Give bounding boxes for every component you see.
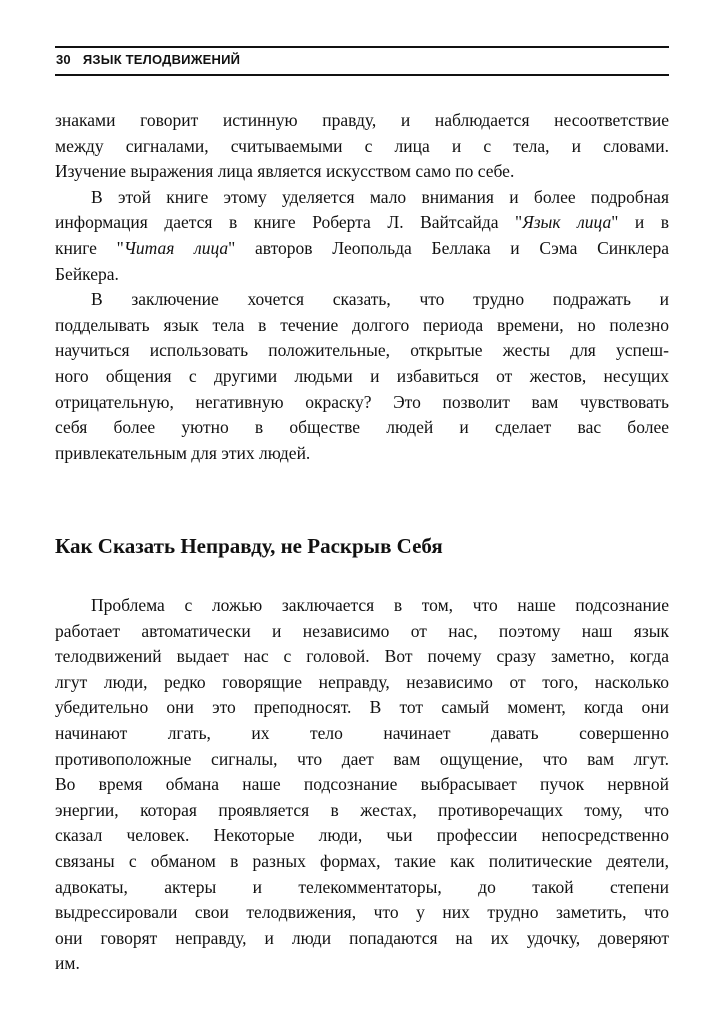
text-line: Проблема с ложью заключается в том, что наше подсознание	[91, 595, 669, 615]
text-line: себя более уютно в обществе людей и сделает вас более	[55, 417, 669, 438]
text-line: им.	[55, 953, 80, 974]
text-line: научиться использовать положительные, открытые жесты для успеш-	[55, 340, 669, 361]
text-line: Бейкера.	[55, 263, 119, 284]
text-line: информация дается в книге Роберта Л. Вайтсайда "Язык лица" и в	[55, 212, 670, 233]
section-heading: Как Сказать Неправду, не Раскрыв Себя	[55, 534, 443, 558]
text-line: знаками говорит истинную правду, и наблюдается несоответствие	[55, 110, 669, 130]
running-header	[56, 52, 252, 67]
text-line: телодвижений выдает нас с головой. Вот почему сразу заметно, когда	[55, 646, 669, 667]
header-top-rule	[55, 46, 669, 48]
text-line: В заключение хочется сказать, что трудно подражать и	[91, 289, 669, 310]
text-line: начинают лгать, их тело начинает давать совершенно	[55, 722, 669, 743]
text-line: Изучение выражения лица является искусством само по себе.	[55, 161, 515, 182]
text-line: энергии, которая проявляется в жестах, противоречащих тому, что	[55, 799, 669, 820]
text-line: отрицательную, негативную окраску? Это позволит вам чувствовать	[55, 391, 669, 412]
text-line: Во время обмана наше подсознание выбрасывает пучок нервной	[55, 774, 669, 795]
text-line: книге "Читая лица" авторов Леопольда Беллака и Сэма Синклера	[55, 237, 669, 258]
text-line: между сигналами, считываемыми с лица и с тела, и словами.	[55, 135, 669, 156]
text-line: связаны с обманом в разных формах, такие как политические деятели,	[55, 850, 669, 871]
body-text-section-1	[55, 108, 669, 466]
text-line: работает автоматически и независимо от нас, поэтому наш язык	[55, 620, 669, 641]
text-line: сказал человек. Некоторые люди, чьи профессии непосредственно	[55, 825, 669, 846]
text-line: противоположные сигналы, что дает вам ощущение, что вам лгут.	[55, 748, 669, 769]
text-line: убедительно они это преподносят. В тот самый момент, когда они	[55, 697, 669, 718]
text-line: они говорят неправду, и люди попадаются на их удочку, доверяют	[55, 927, 669, 948]
text-line: ного общения с другими людьми и избавиться от жестов, несущих	[55, 365, 669, 386]
text-line: лгут люди, редко говорящие неправду, независимо от того, насколько	[55, 671, 669, 692]
text-line: адвокаты, актеры и телекомментаторы, до такой степени	[55, 876, 669, 897]
text-line: выдрессировали свои телодвижения, что у них трудно заметить, что	[55, 902, 669, 923]
body-text-section-2	[55, 593, 669, 977]
text-line: В этой книге этому уделяется мало внимания и более подробная	[91, 186, 669, 207]
text-line: привлекательным для этих людей.	[55, 442, 311, 463]
text-line: подделывать язык тела в течение долгого периода времени, но полезно	[55, 314, 669, 335]
running-title: ЯЗЫК ТЕЛОДВИЖЕНИЙ	[82, 52, 241, 67]
header-bottom-rule	[55, 74, 669, 76]
page-number: 30	[56, 52, 71, 67]
